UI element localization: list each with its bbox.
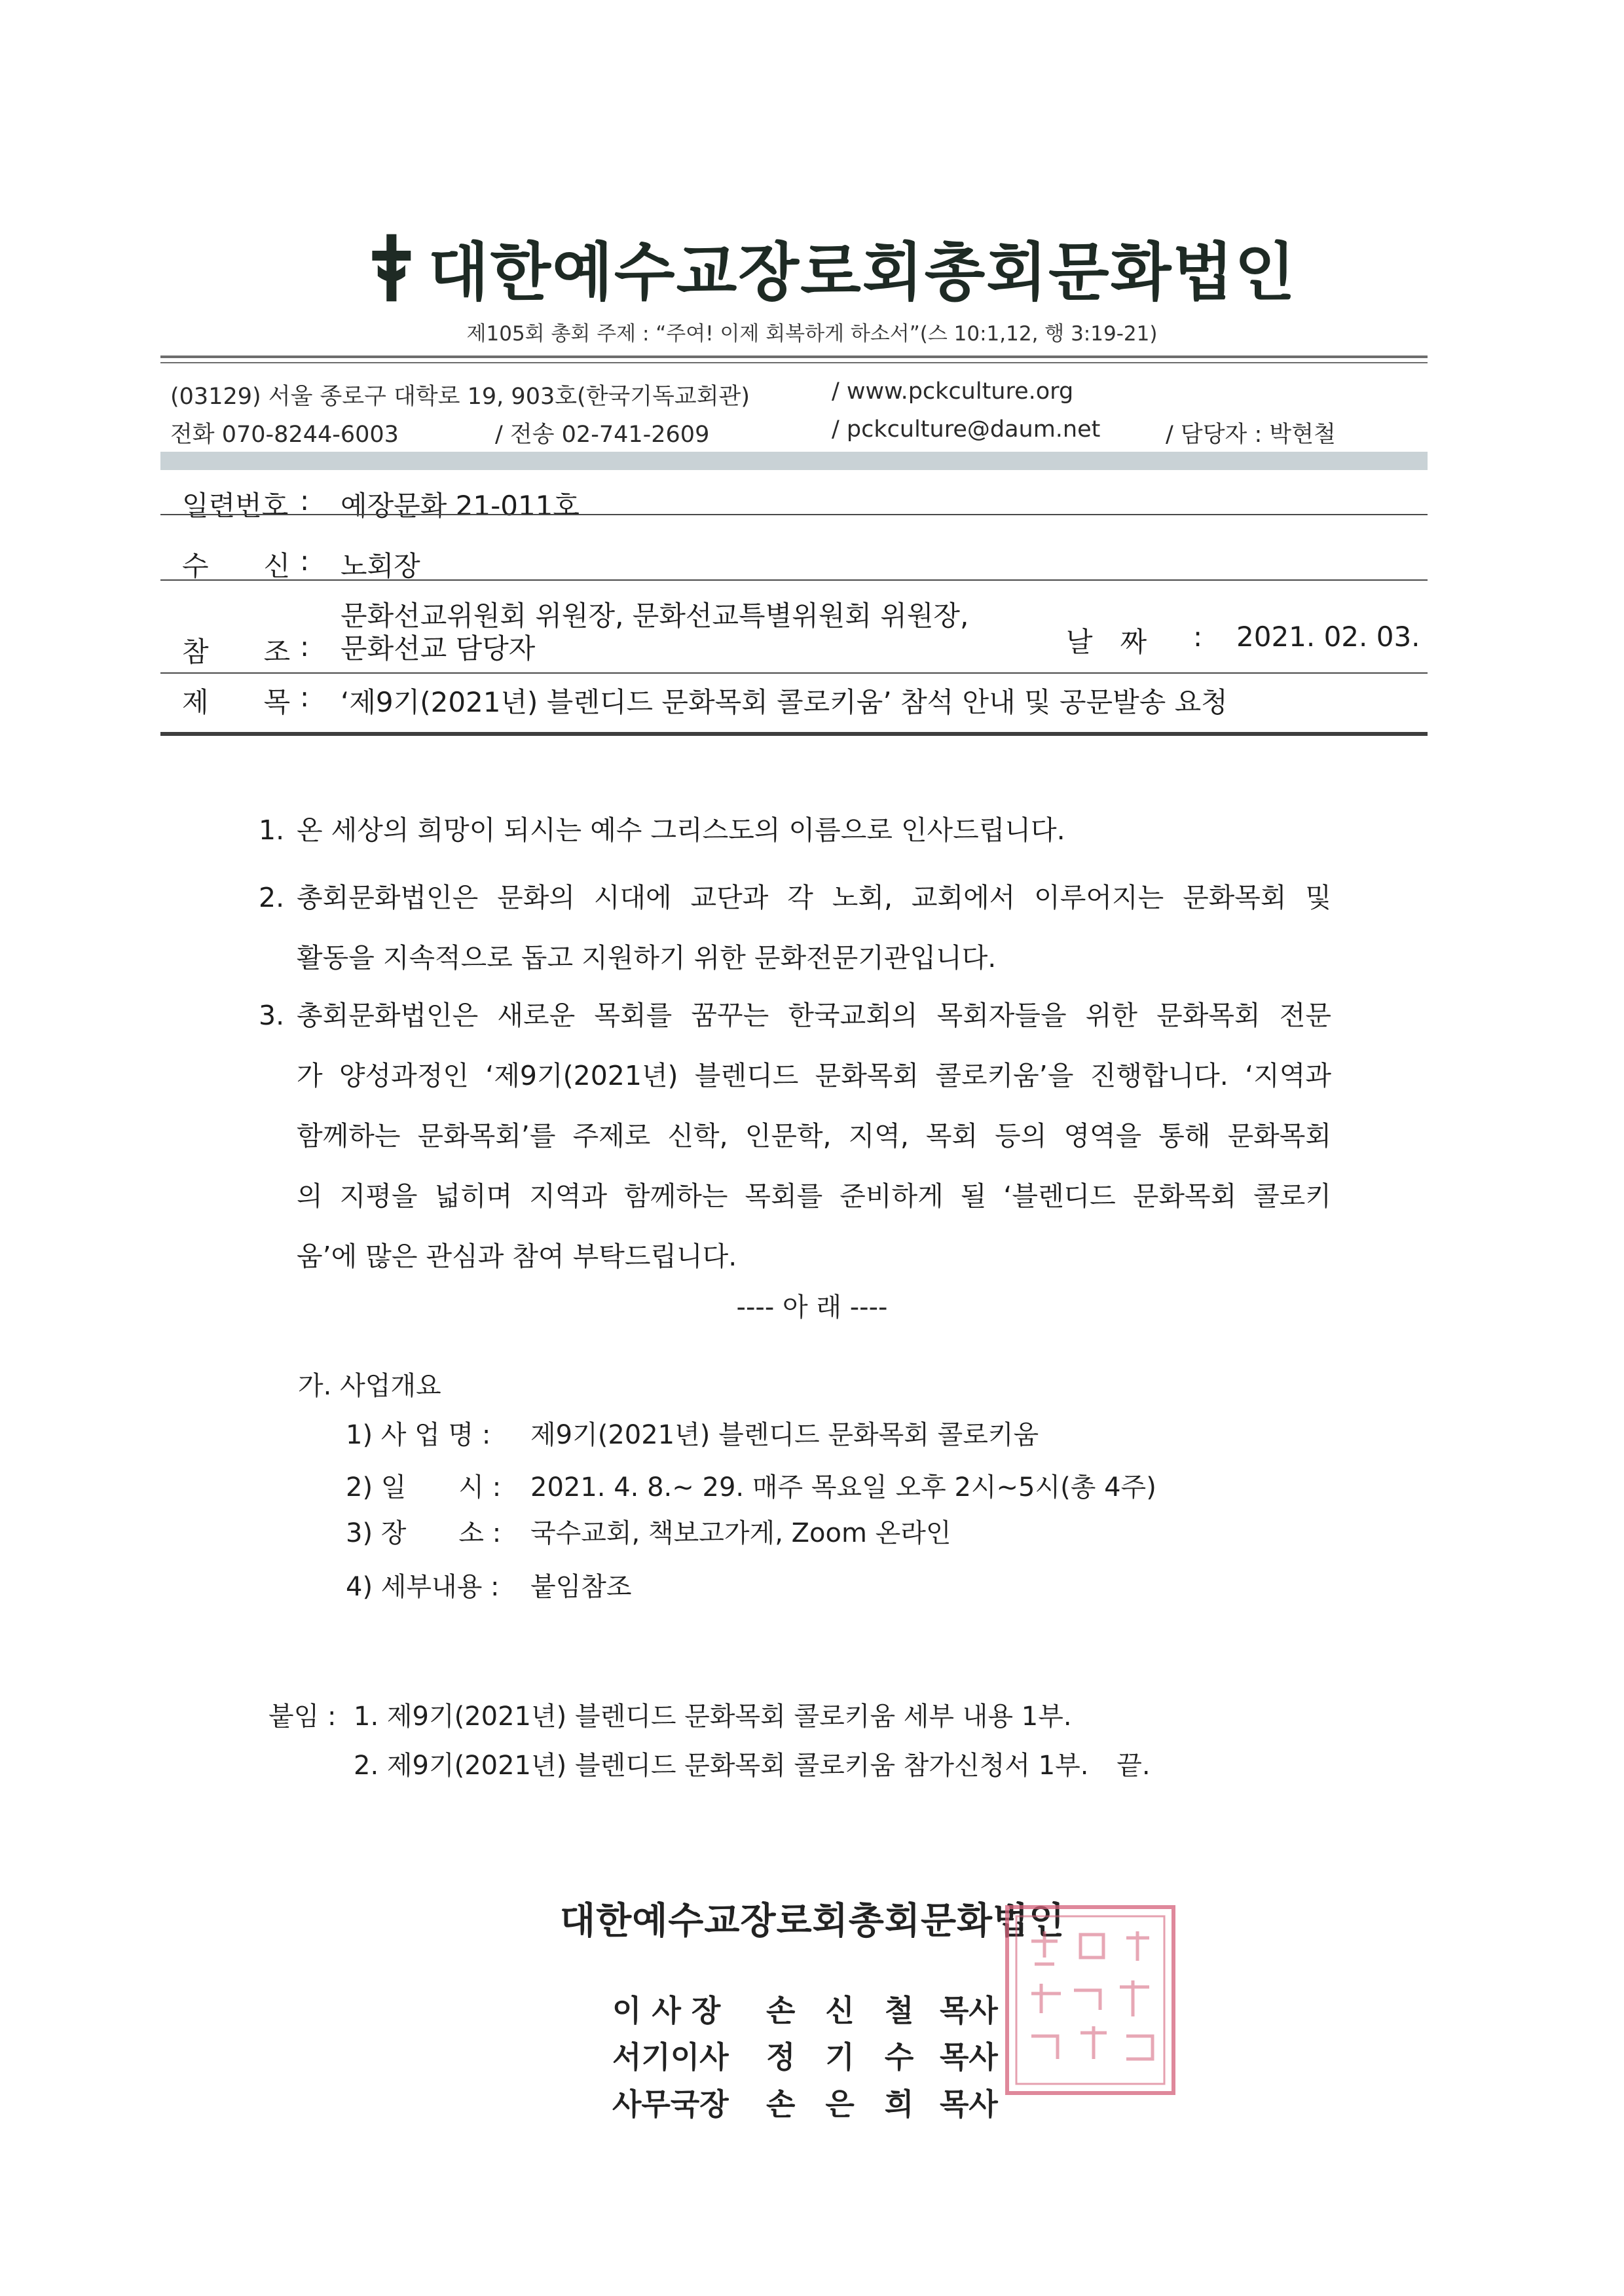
serial-value: 예장문화 21-011호 [341, 490, 580, 522]
cross-logo-icon [367, 225, 416, 310]
address-text: (03129) 서울 종로구 대학로 19, 903호(한국기독교회관) [170, 384, 750, 410]
serial-label: 일련번호 [182, 490, 289, 522]
end-mark: 끝. [1116, 1751, 1151, 1781]
subject-row: 제 목 : ‘제9기(2021년) 블렌디드 문화목회 콜로키움’ 참석 안내 및 공문발송 요청 [0, 681, 1624, 720]
recipient-label: 수 신 [182, 550, 291, 582]
letterhead-divider [160, 355, 1428, 363]
phone-text: 전화 070-8244-6003 [170, 422, 399, 448]
serial-row: 일련번호 : 예장문화 21-011호 [0, 484, 1624, 524]
details-divider: ---- 아 래 ---- [736, 1292, 888, 1322]
attachment-2-row [354, 1745, 1151, 1782]
reference-row: 참 조 : 문화선교위원회 위원장, 문화선교특별위원회 위원장, 문화선교 담당자 날 짜 : 2021. 02. 03. [0, 594, 1624, 673]
item-row: 1) 사 업 명 : 제9기(2021년) 블렌디드 문화목회 콜로키움 [346, 1420, 1039, 1450]
item-row: 3) 장 소 : 국수교회, 책보고가게, Zoom 온라인 [346, 1518, 951, 1548]
reference-value-line2: 문화선교 담당자 [341, 632, 536, 665]
date-value: 2021. 02. 03. [1236, 621, 1420, 653]
header-rule [160, 514, 1428, 515]
subject-label: 제 목 [182, 686, 291, 718]
attachment-2: 2. 제9기(2021년) 블렌디드 문화목회 콜로키움 참가신청서 1부. [354, 1751, 1089, 1781]
header-rule [160, 579, 1428, 581]
email-link[interactable]: / pckculture@daum.net [832, 416, 1101, 443]
attachment-1: 1. 제9기(2021년) 블렌디드 문화목회 콜로키움 세부 내용 1부. [354, 1702, 1072, 1732]
section-title: 가. 사업개요 [298, 1371, 441, 1401]
fax-text: / 전송 02-741-2609 [495, 422, 710, 448]
header-rule [160, 672, 1428, 674]
contact-person-text: / 담당자 : 박현철 [1166, 422, 1336, 448]
header-bottom-rule [160, 732, 1428, 736]
attachments [268, 1696, 1072, 1733]
official-seal-icon [1002, 1902, 1179, 2098]
letterhead-title [367, 223, 1297, 312]
footer-organization-name: 대한예수교장로회총회문화법인 [560, 1900, 1065, 1942]
date-label: 날 짜 [1066, 626, 1147, 658]
website-link[interactable]: / www.pckculture.org [832, 378, 1074, 405]
item-row: 2) 일 시 : 2021. 4. 8.~ 29. 매주 목요일 오후 2시~5시(총 4주) [346, 1472, 1156, 1503]
item-row: 4) 세부내용 : 붙임참조 [346, 1572, 632, 1602]
letterhead-band [160, 452, 1428, 470]
recipient-row: 수 신 : 노회장 [0, 545, 1624, 584]
reference-value-line1: 문화선교위원회 위원장, 문화선교특별위원회 위원장, [341, 600, 969, 632]
reference-label: 참 조 [182, 636, 291, 668]
organization-name: 대한예수교장로회총회문화법인 [428, 236, 1297, 309]
attachments-label: 붙임 : [268, 1702, 337, 1732]
assembly-theme: 제105회 총회 주제 : “주여! 이제 회복하게 하소서”(스 10:1,12, 행 3:19-21) [466, 322, 1158, 346]
subject-value: ‘제9기(2021년) 블렌디드 문화목회 콜로키움’ 참석 안내 및 공문발송 요청 [341, 686, 1228, 718]
recipient-value: 노회장 [341, 550, 420, 582]
